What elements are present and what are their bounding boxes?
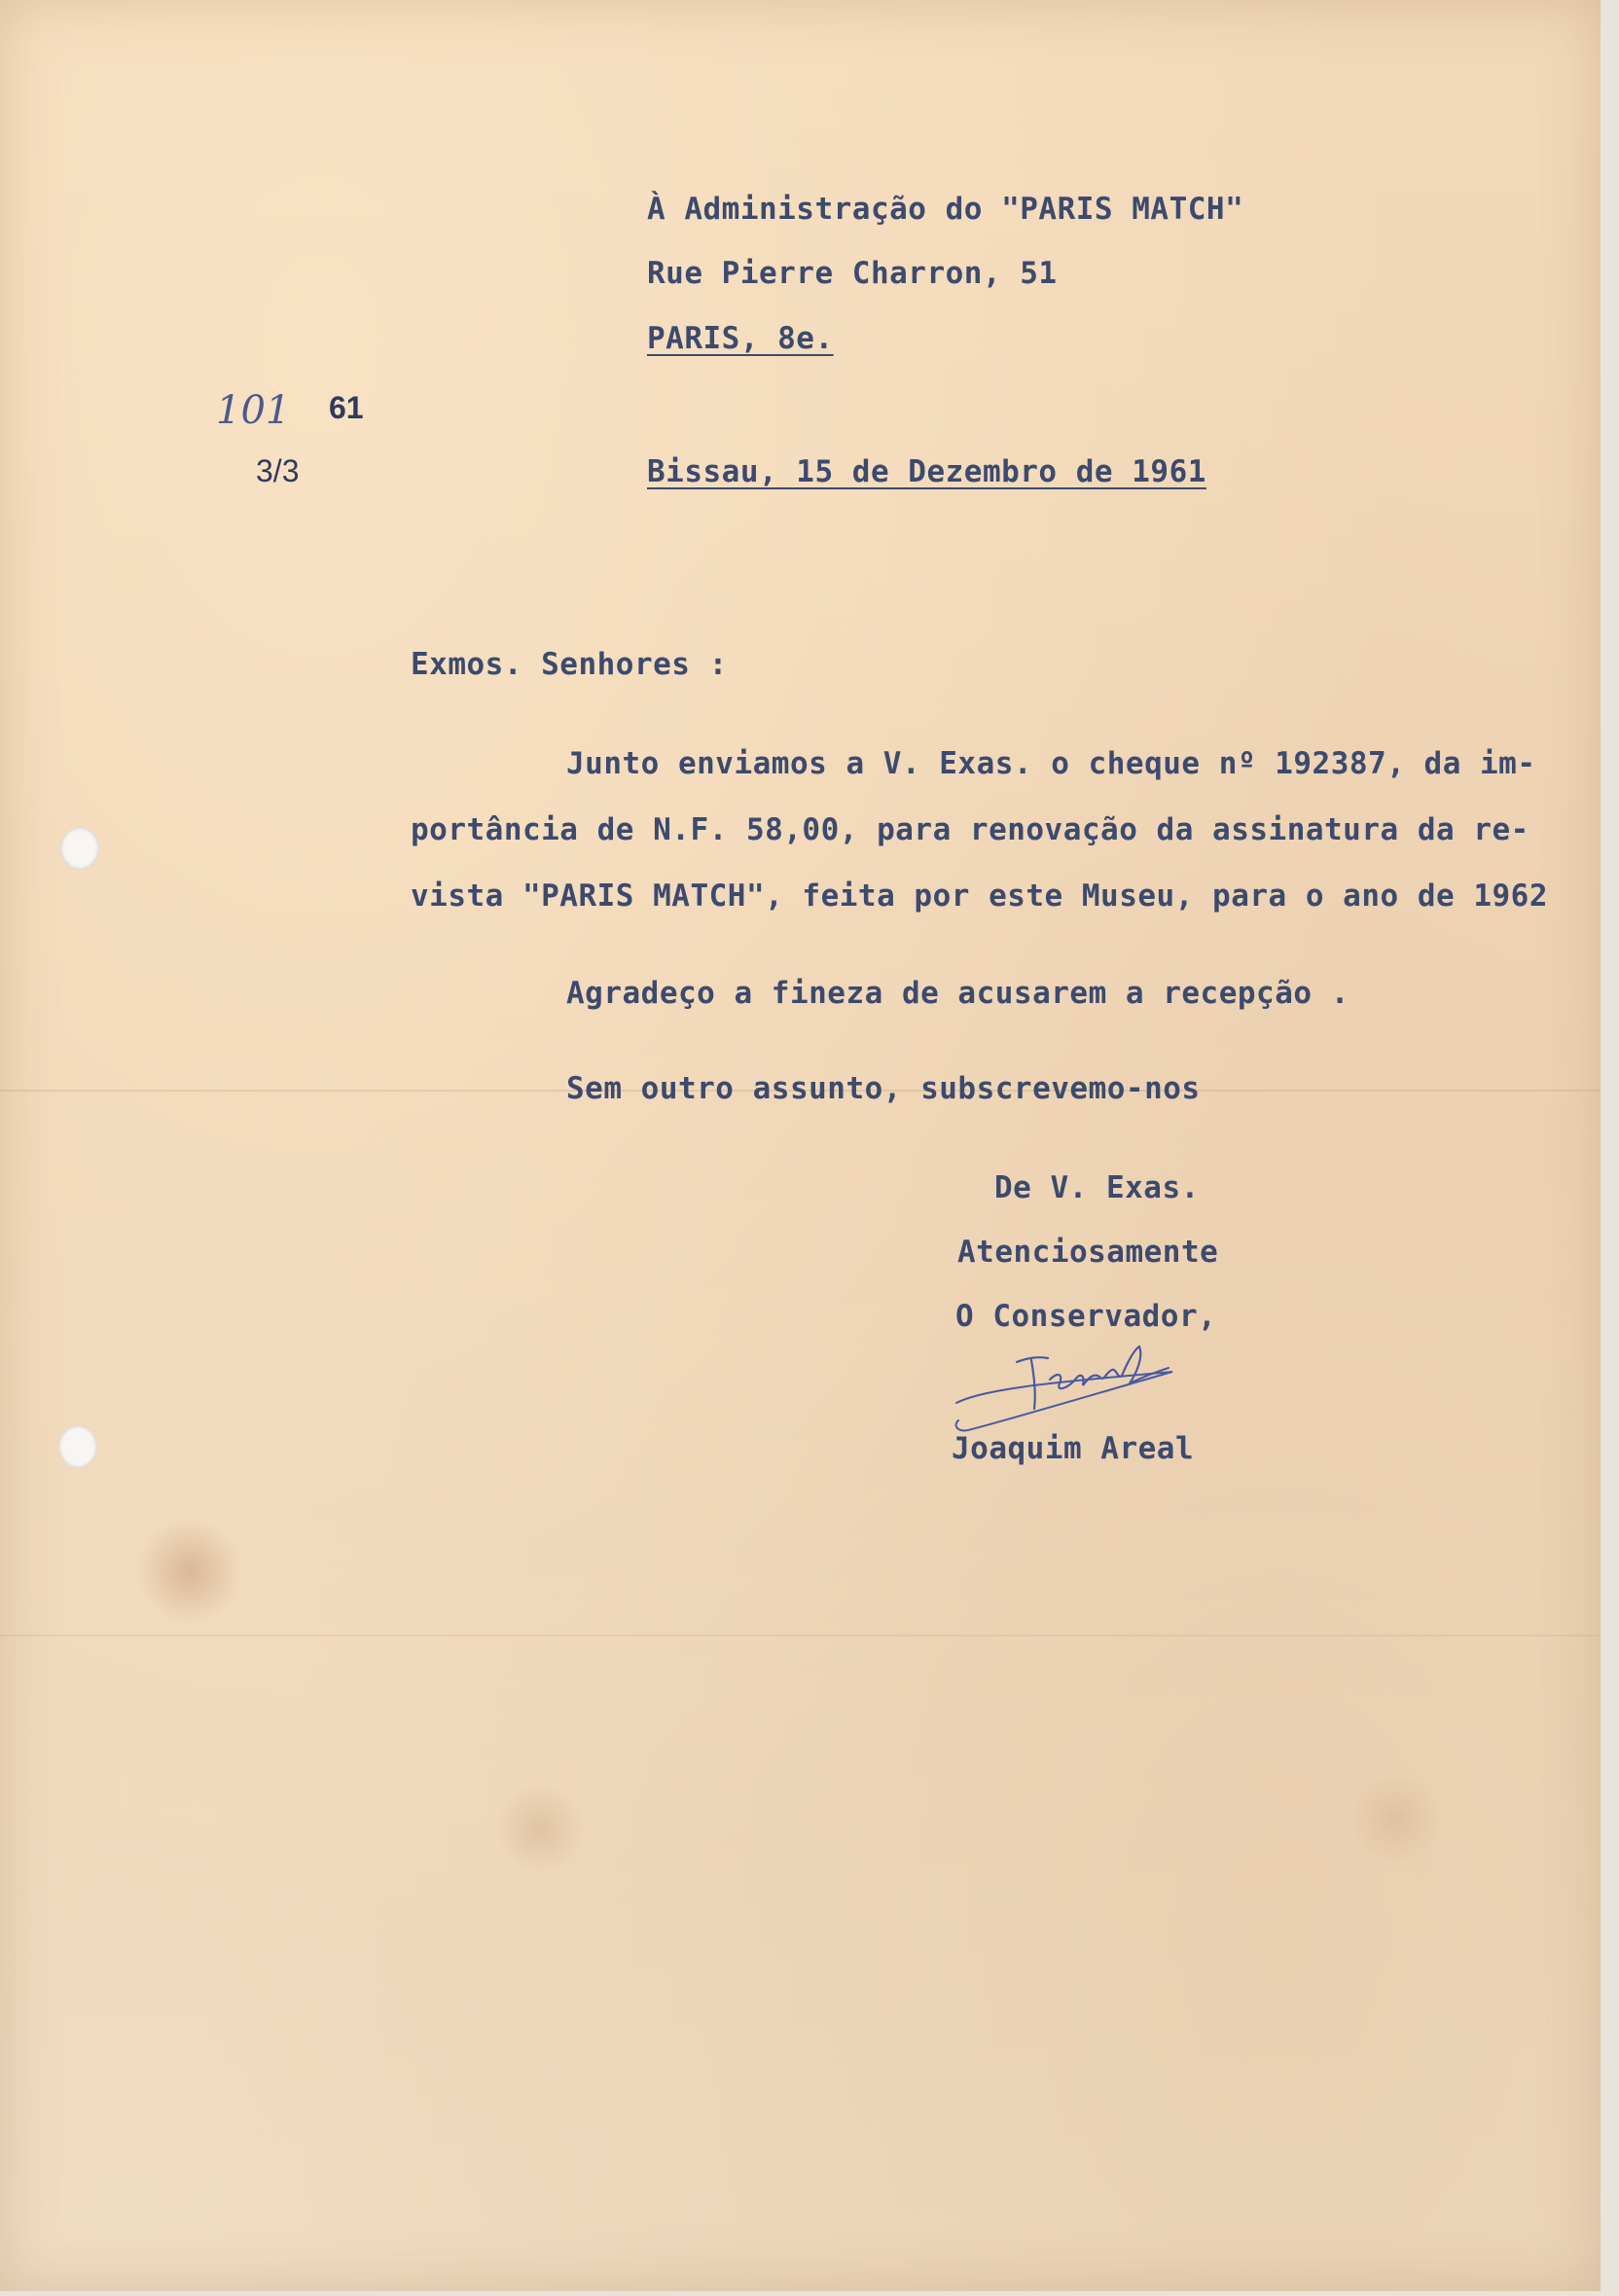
date-line: Bissau, 15 de Dezembro de 1961 (647, 454, 1206, 489)
body-paragraph-1-line-1: Junto enviamos a V. Exas. o cheque nº 192387, da im- (566, 746, 1536, 781)
signature-scribble (949, 1333, 1202, 1440)
closing-line-1: De V. Exas. (994, 1170, 1200, 1205)
body-paragraph-3: Sem outro assunto, subscrevemo-nos (566, 1071, 1201, 1106)
recipient-line-2: Rue Pierre Charron, 51 (647, 256, 1058, 291)
paper-stain (496, 1780, 584, 1878)
punch-hole (60, 827, 99, 870)
closing-line-3: O Conservador, (955, 1299, 1217, 1334)
body-paragraph-1-line-2: portância de N.F. 58,00, para renovação da assinatura da re- (411, 812, 1529, 847)
handwritten-reference: 101 (216, 388, 291, 433)
paper-stain (1352, 1771, 1440, 1868)
body-paragraph-1-line-3: vista "PARIS MATCH", feita por este Museu, para o ano de 1962 (411, 879, 1548, 914)
reference-fraction: 3/3 (256, 453, 300, 488)
recipient-line-3: PARIS, 8e. (647, 321, 834, 356)
paper-stain (136, 1518, 243, 1625)
body-paragraph-2: Agradeço a fineza de acusarem a recepção . (566, 976, 1349, 1011)
reference-number: 61 (329, 390, 364, 425)
recipient-line-1: À Administração do "PARIS MATCH" (647, 192, 1244, 227)
closing-line-2: Atenciosamente (957, 1235, 1219, 1270)
signer-name: Joaquim Areal (952, 1431, 1195, 1466)
salutation: Exmos. Senhores : (411, 647, 728, 682)
punch-hole (58, 1425, 97, 1468)
paper-fold (0, 1634, 1601, 1636)
